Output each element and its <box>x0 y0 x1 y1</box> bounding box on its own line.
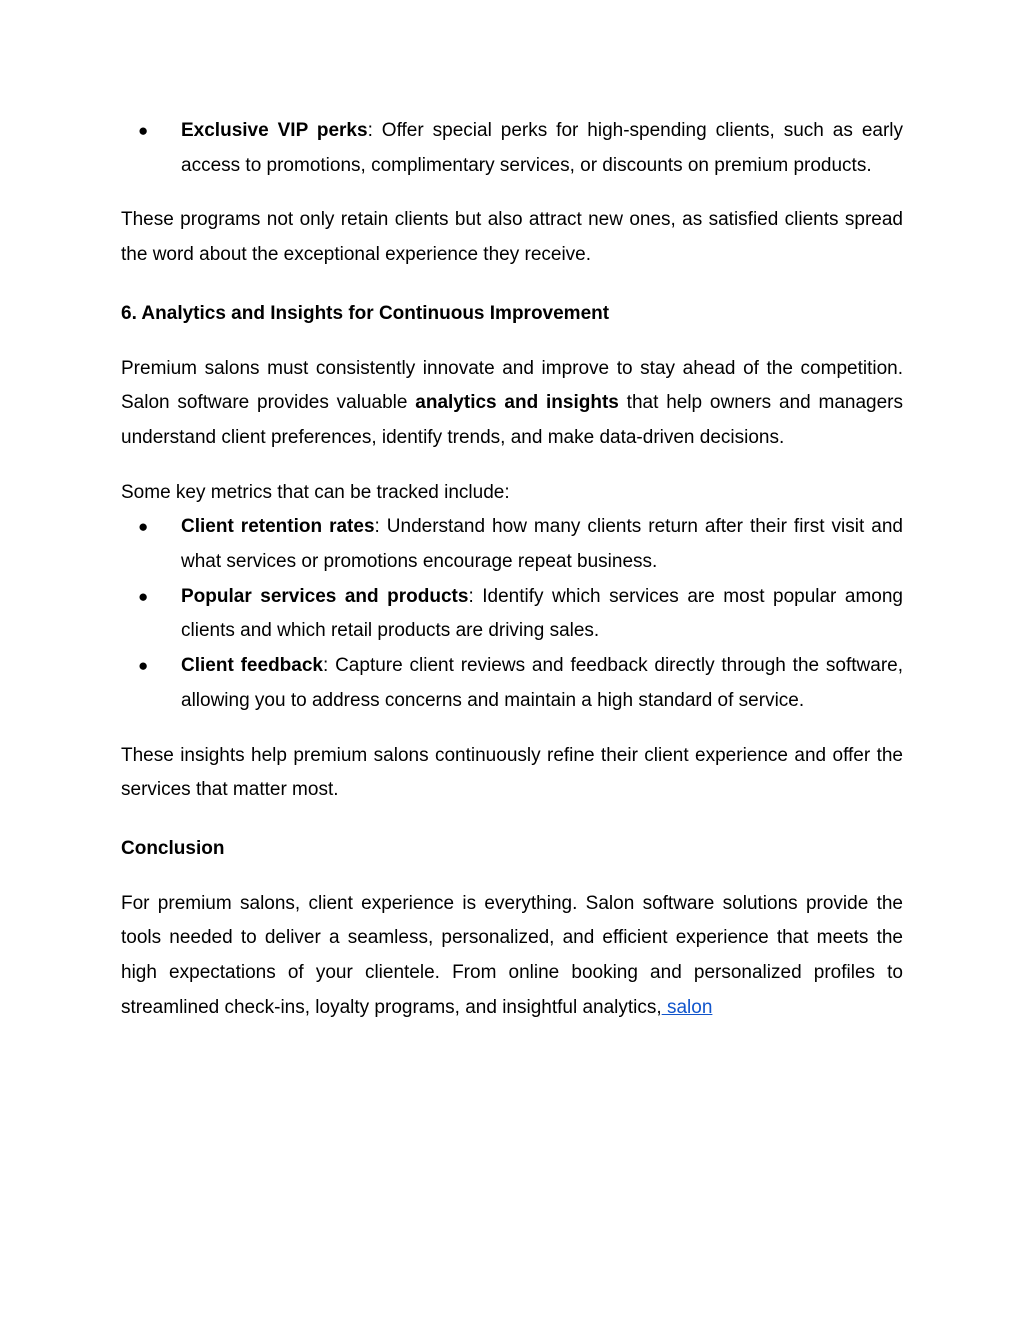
paragraph-text: For premium salons, client experience is everything. Salon software solutions provide the tools needed to deliver a seamless, personalized, and efficient experience that meets the high expectations of your clientele. From online booking and personalized profiles to streamlined check-ins, loyalty programs, and insightful analytics, <box>121 892 903 1018</box>
list-item-text: : Capture client reviews and feedback directly through the software, allowing you to address concerns and maintain a high standard of service. <box>181 655 903 711</box>
list-item <box>121 114 903 183</box>
document-page <box>121 114 903 1025</box>
list-item-term: Client feedback <box>181 655 323 677</box>
list-item-text: : Identify which services are most popular among clients and which retail products are driving sales. <box>181 585 904 642</box>
metrics-intro: Some key metrics that can be tracked include: <box>121 481 510 503</box>
list-item-text: : Offer special perks for high-spending clients, such as early access to promotions, complimentary services, or discounts on premium products. <box>181 120 904 176</box>
list-item <box>121 580 903 649</box>
metrics-list <box>121 510 903 718</box>
salon-software-link[interactable]: salon <box>661 996 713 1018</box>
paragraph-bold-text: analytics and insights <box>415 392 619 414</box>
bullet-icon: ● <box>138 586 149 606</box>
programs-paragraph: These programs not only retain clients but also attract new ones, as satisfied clients spread the word about the exceptional experience they receive. <box>121 209 903 266</box>
bullet-icon: ● <box>138 517 149 537</box>
section-6-intro-paragraph <box>121 352 903 456</box>
list-item-term: Client retention rates <box>181 516 375 538</box>
bullet-icon: ● <box>138 121 149 140</box>
paragraph-text: Premium salons must consistently innovate and improve to stay ahead of the competition. Salon software provides valuable <box>121 357 903 414</box>
list-item <box>121 510 903 579</box>
vip-perks-list <box>121 114 903 183</box>
list-item <box>121 649 903 718</box>
insights-paragraph: These insights help premium salons continuously refine their client experience and offer the services that matter most. <box>121 744 903 801</box>
bullet-icon: ● <box>138 656 149 676</box>
list-item-term: Popular services and products <box>181 585 469 607</box>
list-item-term: Exclusive VIP perks <box>181 120 368 141</box>
paragraph-text: that help owners and managers understand client preferences, identify trends, and make data-driven decisions. <box>121 392 904 448</box>
list-item-text: : Understand how many clients return after their first visit and what services or promotions encourage repeat business. <box>181 516 903 573</box>
section-6-heading: 6. Analytics and Insights for Continuous Improvement <box>121 302 610 324</box>
conclusion-heading: Conclusion <box>121 837 225 859</box>
conclusion-paragraph <box>121 887 903 1026</box>
